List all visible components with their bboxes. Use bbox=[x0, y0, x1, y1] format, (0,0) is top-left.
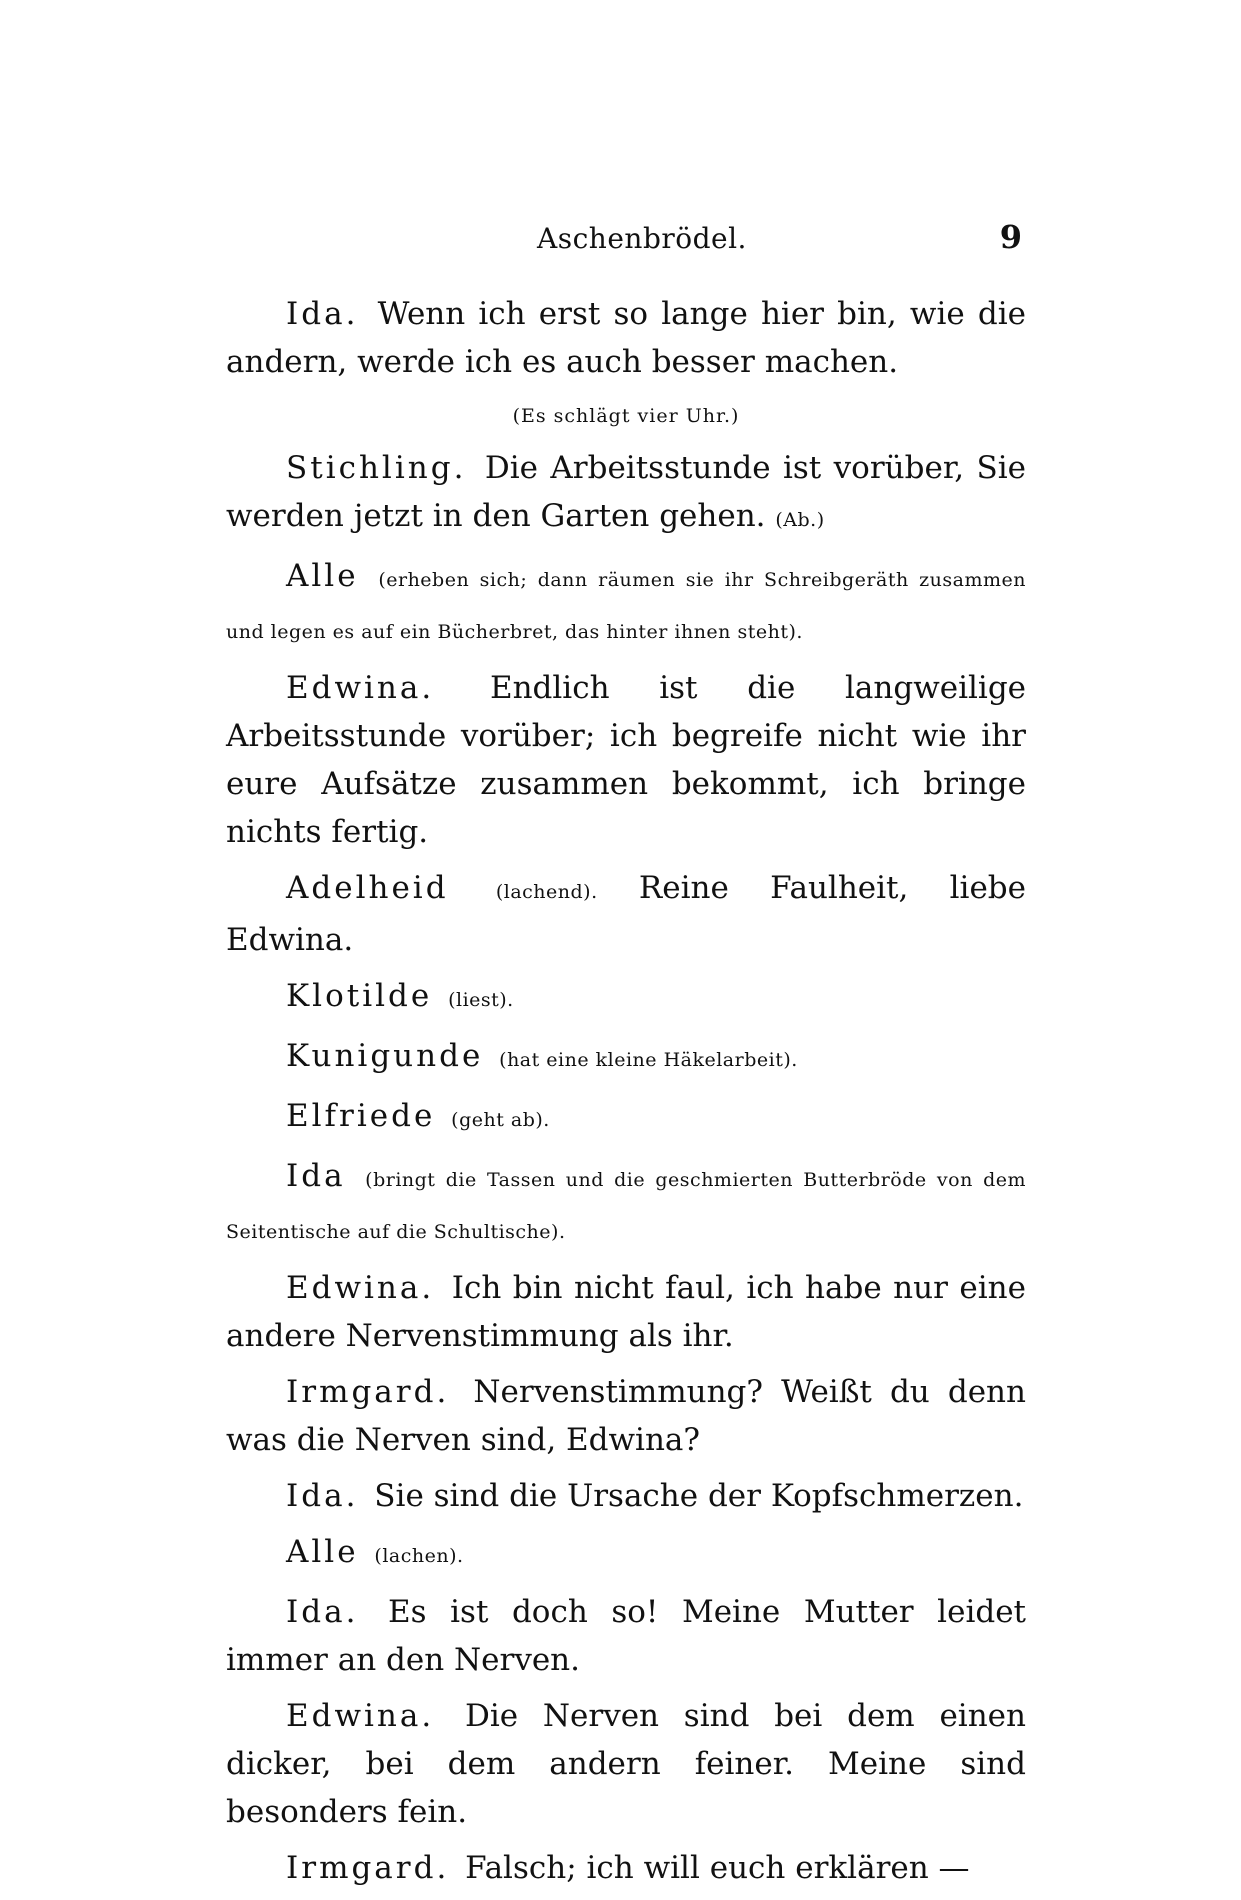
spoken-text: Wenn ich erst so lange hier bin, wie die andern, werde ich es auch besser machen. bbox=[226, 296, 1026, 380]
spoken-text: Ich bin nicht faul, ich habe nur eine andere Nervenstimmung als ihr. bbox=[226, 1270, 1026, 1354]
speaker-name: Alle bbox=[286, 558, 359, 594]
speaker-name: Edwina. bbox=[286, 1270, 435, 1306]
stage-direction-centered: (Es schlägt vier Uhr.) bbox=[512, 405, 740, 427]
speaker-name: Ida. bbox=[286, 296, 359, 332]
spoken-text: Nervenstimmung? Weißt du denn was die Nerven sind, Edwina? bbox=[226, 1374, 1026, 1458]
stage-direction: (geht ab). bbox=[451, 1109, 550, 1131]
spoken-text: Falsch; ich will euch erklären — bbox=[465, 1850, 970, 1886]
stage-direction: (bringt die Tassen und die geschmierten Butterbröde von dem Seitentische auf die Schultische). bbox=[226, 1169, 1026, 1243]
speaker-name: Kunigunde bbox=[286, 1038, 484, 1074]
speaker-name: Irmgard. bbox=[286, 1374, 450, 1410]
stage-direction: (hat eine kleine Häkelarbeit). bbox=[499, 1049, 798, 1071]
play-text bbox=[226, 290, 1026, 1900]
spoken-text: Sie sind die Ursache der Kopfschmerzen. bbox=[374, 1478, 1024, 1514]
dialogue-line bbox=[226, 1588, 1026, 1684]
stage-direction: (erheben sich; dann räumen sie ihr Schreibgeräth zusammen und legen es auf ein Bücherbret, das hinter ihnen steht). bbox=[226, 569, 1026, 643]
dialogue-line bbox=[226, 1368, 1026, 1464]
speaker-name: Ida. bbox=[286, 1594, 359, 1630]
page-number: 9 bbox=[999, 218, 1022, 256]
speaker-name: Adelheid bbox=[286, 870, 449, 906]
spoken-text: Die Nerven sind bei dem einen dicker, bei dem andern feiner. Meine sind besonders fein. bbox=[226, 1698, 1026, 1830]
stage-direction: (lachen). bbox=[374, 1545, 464, 1567]
dialogue-line bbox=[226, 972, 1026, 1024]
dialogue-line bbox=[226, 1472, 1026, 1520]
speaker-name: Klotilde bbox=[286, 978, 433, 1014]
speaker-name: Stichling. bbox=[286, 450, 467, 486]
speaker-name: Edwina. bbox=[286, 1698, 435, 1734]
dialogue-line bbox=[226, 1032, 1026, 1084]
page-header bbox=[262, 218, 1022, 262]
dialogue-line bbox=[226, 1152, 1026, 1256]
dialogue-line bbox=[226, 1844, 1026, 1892]
dialogue-line bbox=[226, 1264, 1026, 1360]
dialogue-line bbox=[226, 290, 1026, 386]
dialogue-line bbox=[226, 864, 1026, 964]
stage-direction: (liest). bbox=[448, 989, 514, 1011]
dialogue-line bbox=[226, 552, 1026, 656]
spoken-text: Die Arbeitsstunde ist vorüber, Sie werden jetzt in den Garten gehen. bbox=[226, 450, 1026, 534]
speaker-name: Alle bbox=[286, 1534, 359, 1570]
dialogue-line bbox=[226, 1528, 1026, 1580]
spoken-text: Endlich ist die langweilige Arbeitsstunde vorüber; ich begreife nicht wie ihr eure Aufsätze zusammen bekommt, ich bringe nichts fertig. bbox=[226, 670, 1027, 850]
speaker-name: Ida. bbox=[286, 1478, 359, 1514]
speaker-name: Elfriede bbox=[286, 1098, 436, 1134]
speaker-name: Ida bbox=[286, 1158, 346, 1194]
speaker-name: Edwina. bbox=[286, 670, 435, 706]
dialogue-line bbox=[226, 444, 1026, 544]
spoken-text: Reine Faulheit, liebe Edwina. bbox=[226, 870, 1026, 958]
stage-direction: (lachend). bbox=[495, 881, 598, 903]
running-title: Aschenbrödel. bbox=[537, 222, 747, 255]
spoken-text: Es ist doch so! Meine Mutter leidet immer an den Nerven. bbox=[226, 1594, 1027, 1678]
dialogue-line bbox=[226, 664, 1026, 856]
dialogue-line bbox=[226, 1092, 1026, 1144]
stage-direction: (Ab.) bbox=[775, 509, 825, 531]
dialogue-line bbox=[226, 1692, 1026, 1836]
speaker-name: Irmgard. bbox=[286, 1850, 450, 1886]
